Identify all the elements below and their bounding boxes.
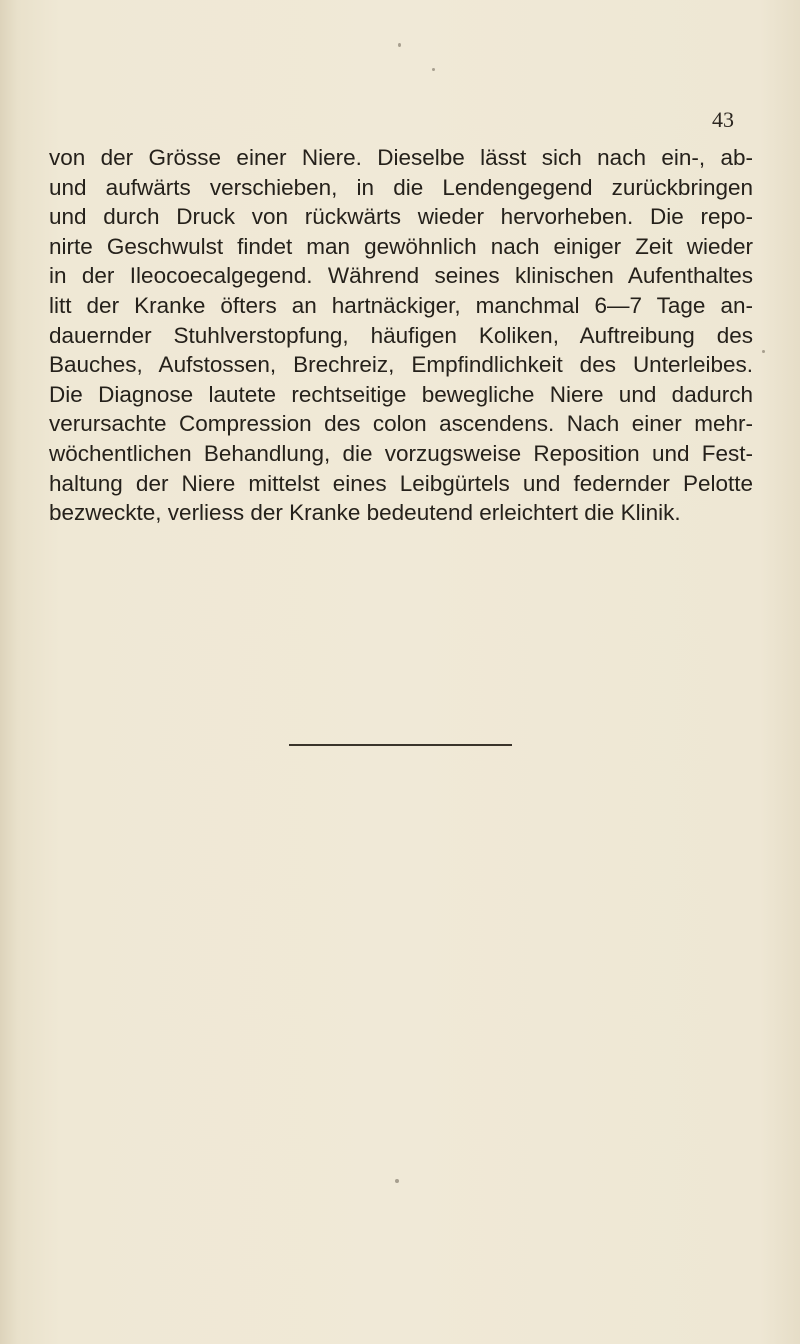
text-line: Die Diagnose lautete rechtseitige bewegliche Niere und dadurch [49,381,753,407]
text-line: und aufwärts verschieben, in die Lendengegend zurückbringen [49,174,753,200]
text-line: haltung der Niere mittelst eines Leibgürtels und federnder Pelotte [49,470,753,496]
paper-speck [762,350,765,353]
text-line: und durch Druck von rückwärts wieder hervorheben. Die repo- [49,204,753,230]
section-divider [289,744,512,746]
text-line: in der Ileocoecalgegend. Während seines klinischen Aufenthaltes [49,263,753,289]
text-line: Bauches, Aufstossen, Brechreiz, Empfindlichkeit des Unterleibes. [49,352,753,378]
text-line: bezweckte, verliess der Kranke bedeutend erleichtert die Klinik. [49,500,681,526]
text-line: nirte Geschwulst findet man gewöhnlich nach einiger Zeit wieder [49,233,753,259]
paper-speck [432,68,435,71]
text-line: wöchentlichen Behandlung, die vorzugsweise Reposition und Fest- [49,440,753,466]
paper-speck [395,1179,399,1183]
text-line: von der Grösse einer Niere. Dieselbe lässt sich nach ein-, ab- [49,145,753,170]
paragraph [49,143,753,528]
text-line: verursachte Compression des colon ascendens. Nach einer mehr- [49,411,753,437]
text-line: litt der Kranke öfters an hartnäckiger, manchmal 6—7 Tage an- [49,292,753,318]
text-line: dauernder Stuhlverstopfung, häufigen Koliken, Auftreibung des [49,322,753,348]
paper-speck [398,43,401,47]
page-number: 43 [712,107,734,132]
